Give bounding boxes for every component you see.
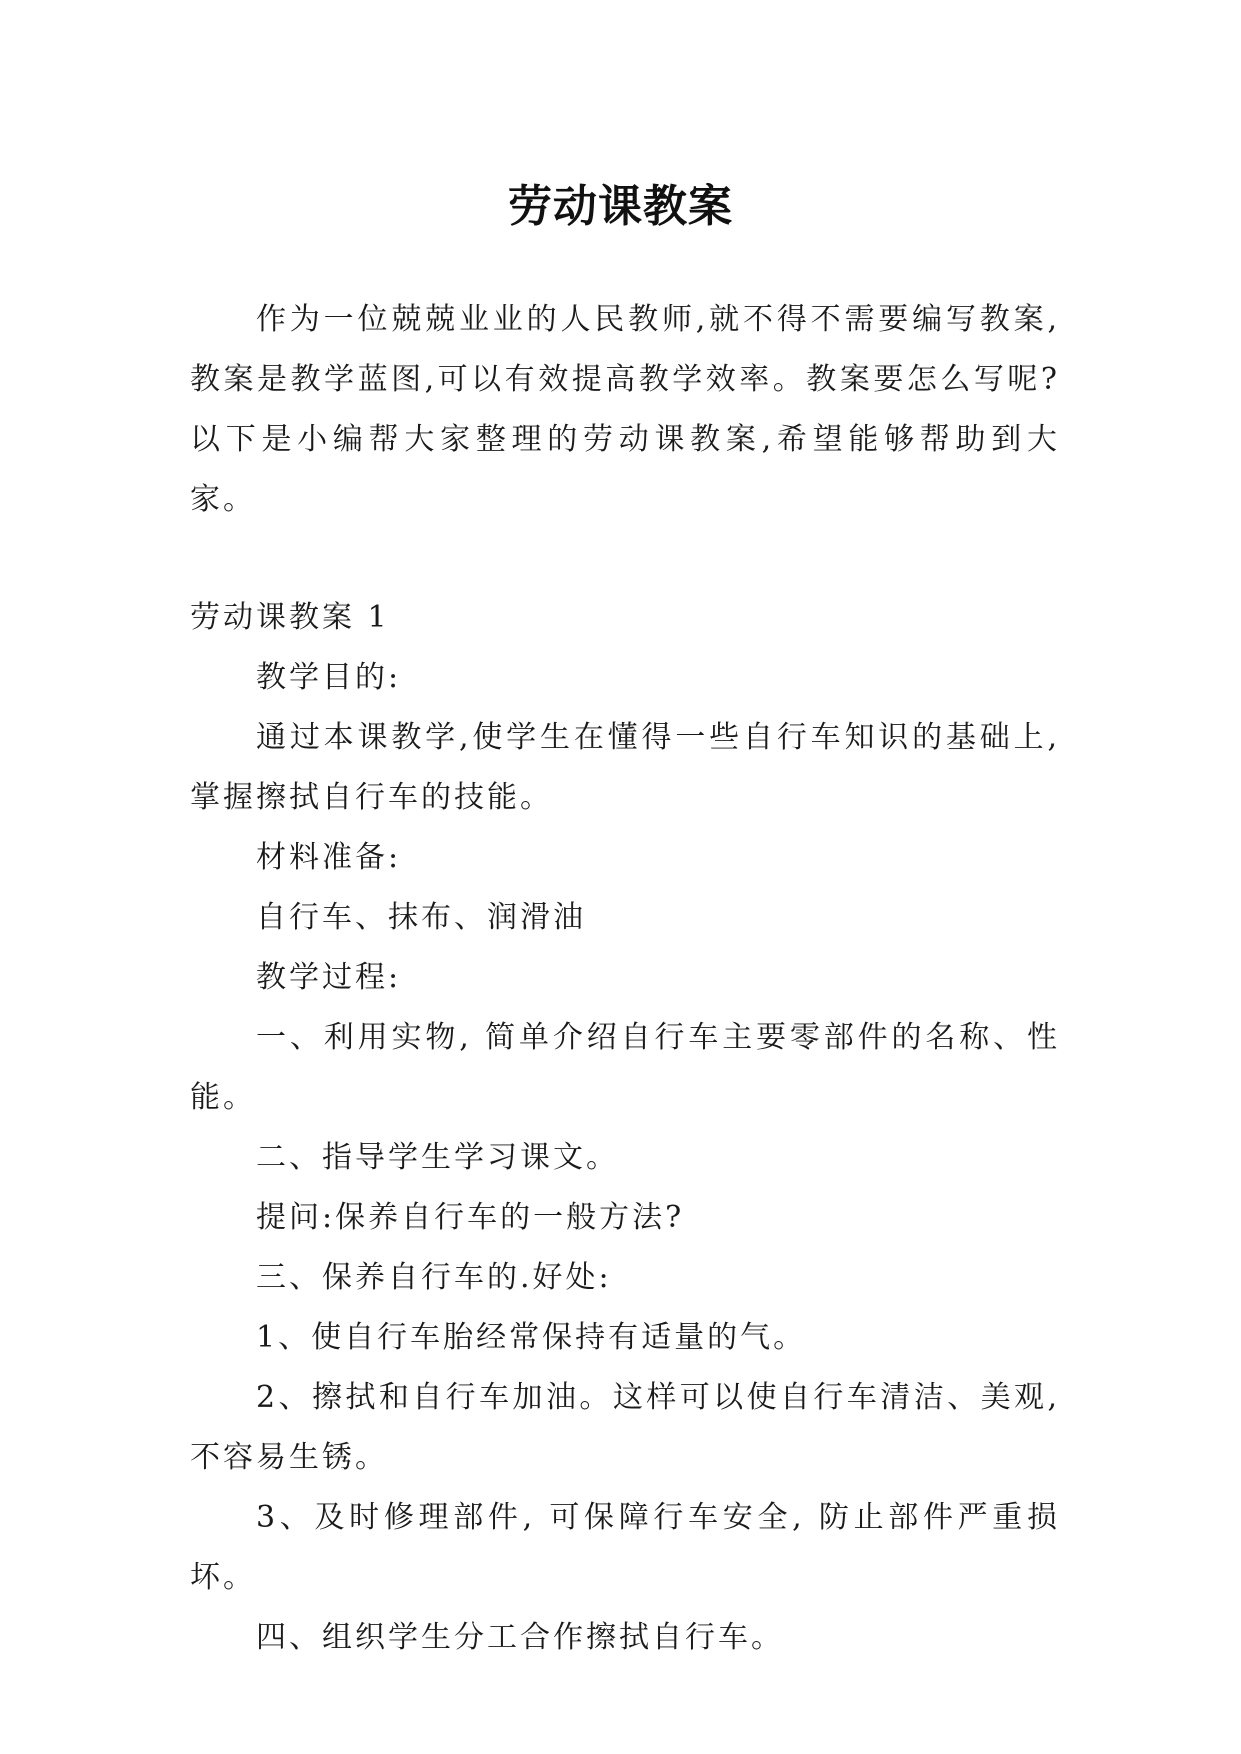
paragraph-teaching-goal: 通过本课教学,使学生在懂得一些自行车知识的基础上,掌握擦拭自行车的技能。 [190, 720, 1060, 815]
paragraph-process-label: 教学过程: [256, 960, 402, 995]
paragraph-step-1: 一、利用实物, 简单介绍自行车主要零部件的名称、性能。 [190, 1020, 1060, 1115]
paragraph-step-3: 三、保养自行车的.好处: [256, 1260, 612, 1295]
section-heading: 劳动课教案 1 [190, 600, 390, 635]
document-title: 劳动课教案 [508, 181, 733, 233]
paragraph-materials: 自行车、抹布、润滑油 [256, 900, 586, 935]
paragraph-question: 提问:保养自行车的一般方法? [256, 1200, 685, 1235]
paragraph-benefit-1: 1、使自行车胎经常保持有适量的气。 [256, 1320, 807, 1355]
document-body [190, 290, 1060, 1668]
paragraph-step-2: 二、指导学生学习课文。 [256, 1140, 619, 1175]
paragraph-benefit-2: 2、擦拭和自行车加油。这样可以使自行车清洁、美观,不容易生锈。 [190, 1380, 1060, 1475]
paragraph-materials-label: 材料准备: [256, 840, 402, 875]
paragraph-step-4: 四、组织学生分工合作擦拭自行车。 [256, 1620, 784, 1655]
paragraph-benefit-3: 3、及时修理部件, 可保障行车安全, 防止部件严重损坏。 [190, 1500, 1060, 1595]
paragraph-teaching-goal-label: 教学目的: [256, 660, 402, 695]
intro-paragraph: 作为一位兢兢业业的人民教师,就不得不需要编写教案,教案是教学蓝图,可以有效提高教学效率。教案要怎么写呢?以下是小编帮大家整理的劳动课教案,希望能够帮助到大家。 [190, 302, 1060, 517]
